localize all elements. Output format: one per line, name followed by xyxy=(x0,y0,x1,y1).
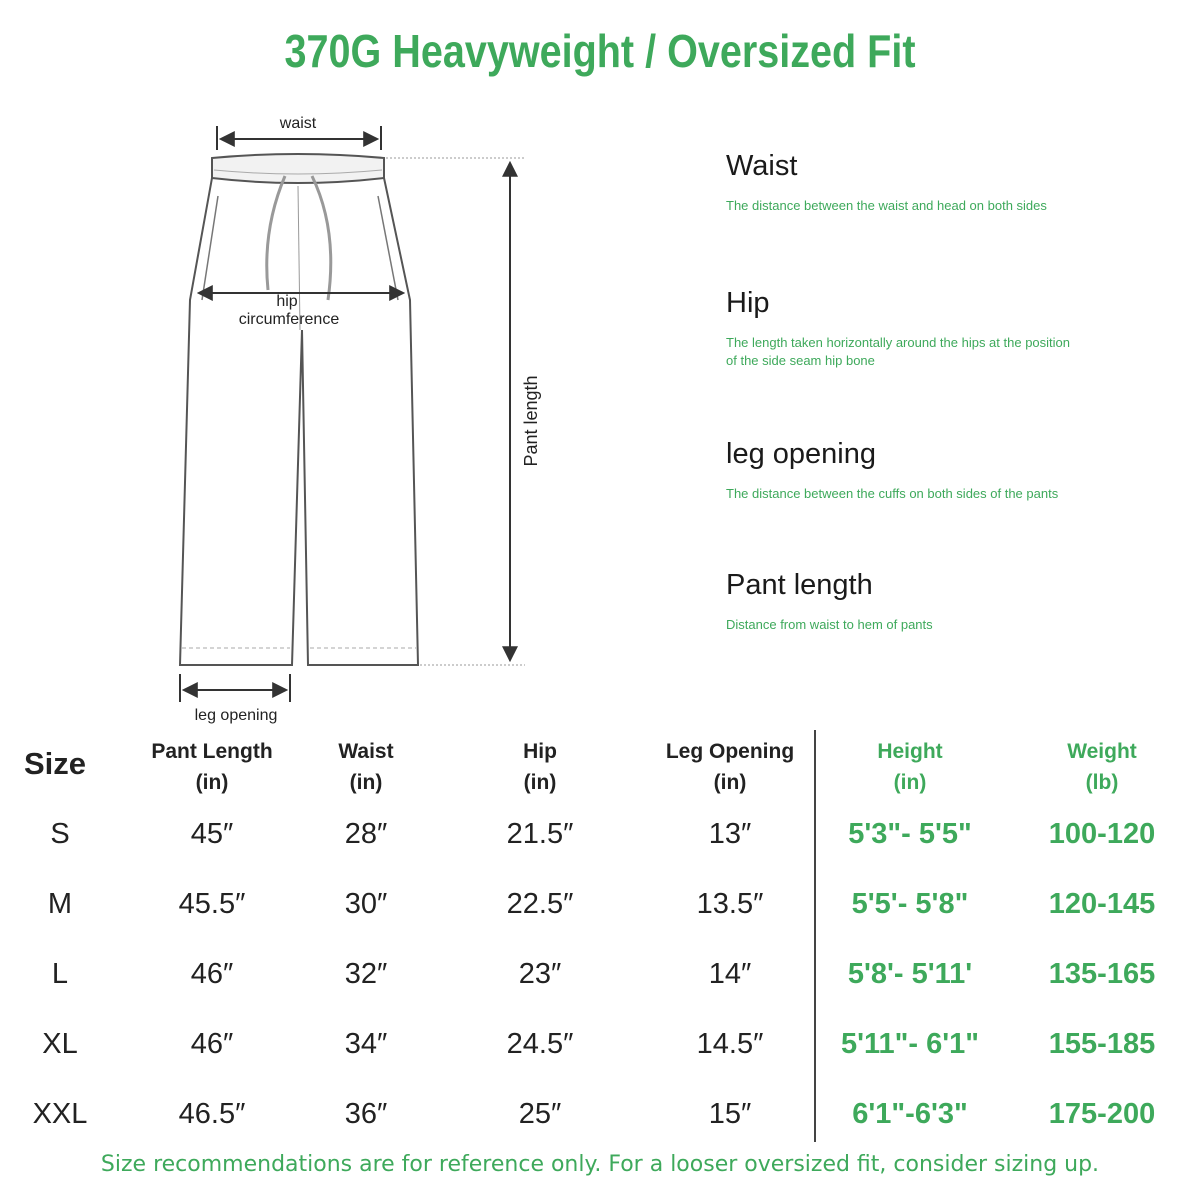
hip-label: hip xyxy=(276,293,298,310)
table-cell: 25″ xyxy=(518,1098,562,1130)
definition-leg-opening xyxy=(726,438,1058,503)
table-cell: 13″ xyxy=(708,818,752,850)
size-cell: XL xyxy=(42,1028,78,1060)
table-cell: 23″ xyxy=(518,958,562,990)
header-hip: Hip (in) xyxy=(523,740,557,794)
table-cell: 24.5″ xyxy=(506,1028,574,1060)
pants-outline xyxy=(180,154,418,665)
table-cell: 45″ xyxy=(190,818,234,850)
size-table xyxy=(0,730,1200,1150)
table-cell: 45.5″ xyxy=(178,888,246,920)
table-cell: 32″ xyxy=(344,958,388,990)
table-cell: 175-200 xyxy=(1048,1098,1156,1130)
size-cell: S xyxy=(50,818,70,850)
table-cell: 21.5″ xyxy=(506,818,574,850)
table-cell: 5'5'- 5'8" xyxy=(851,888,969,920)
table-cell: 28″ xyxy=(344,818,388,850)
table-cell: 100-120 xyxy=(1048,818,1156,850)
pant-length-label: Pant length xyxy=(521,375,541,467)
table-cell: 13.5″ xyxy=(696,888,764,920)
table-cell: 46″ xyxy=(190,1028,234,1060)
table-cell: 120-145 xyxy=(1048,888,1156,920)
table-cell: 22.5″ xyxy=(506,888,574,920)
size-cell: L xyxy=(51,958,69,990)
header-weight: Weight (lb) xyxy=(1067,740,1137,794)
size-cell: M xyxy=(47,888,73,920)
table-cell: 5'11"- 6'1" xyxy=(840,1028,980,1060)
leg-opening-measure xyxy=(180,674,290,702)
table-cell: 14″ xyxy=(708,958,752,990)
definition-title: Waist xyxy=(726,150,798,182)
definition-title: Hip xyxy=(726,287,770,319)
table-cell: 5'3"- 5'5" xyxy=(848,818,972,850)
table-cell: 15″ xyxy=(708,1098,752,1130)
leg-opening-label: leg opening xyxy=(194,707,278,724)
page-title: 370G Heavyweight / Oversized Fit xyxy=(284,25,916,77)
header-height: Height (in) xyxy=(877,740,943,794)
header-leg-opening: Leg Opening (in) xyxy=(665,740,795,794)
header-waist: Waist (in) xyxy=(338,740,394,794)
table-cell: 36″ xyxy=(344,1098,388,1130)
table-cell: 30″ xyxy=(344,888,388,920)
definition-desc: Distance from waist to hem of pants xyxy=(726,617,933,632)
table-cell: 135-165 xyxy=(1048,958,1156,990)
hip-circumference-label: circumference xyxy=(238,311,340,328)
table-cell: 46.5″ xyxy=(178,1098,246,1130)
table-cell: 5'8'- 5'11' xyxy=(847,958,973,990)
pant-length-measure xyxy=(386,158,525,665)
table-cell: 34″ xyxy=(344,1028,388,1060)
waist-label: waist xyxy=(279,115,317,132)
table-cell: 6'1"-6'3" xyxy=(852,1098,968,1130)
table-cell: 46″ xyxy=(190,958,234,990)
definition-desc: The length taken horizontally around the hips at the position of the side seam hip bone xyxy=(726,335,1071,368)
size-header: Size xyxy=(24,746,87,781)
footer-note: Size recommendations are for reference only. For a looser oversized fit, consider sizing up. xyxy=(100,1152,1100,1177)
definition-waist xyxy=(726,150,1047,215)
table-cell: 14.5″ xyxy=(696,1028,764,1060)
definition-title: leg opening xyxy=(726,438,876,470)
definition-desc: The distance between the cuffs on both sides of the pants xyxy=(726,486,1059,501)
definition-pant-length xyxy=(726,569,933,634)
definition-title: Pant length xyxy=(726,569,873,601)
size-cell: XXL xyxy=(32,1098,88,1130)
definition-hip xyxy=(726,287,1070,370)
definition-desc: The distance between the waist and head on both sides xyxy=(726,198,1047,213)
header-pant-length: Pant Length (in) xyxy=(151,740,273,794)
table-cell: 155-185 xyxy=(1048,1028,1156,1060)
